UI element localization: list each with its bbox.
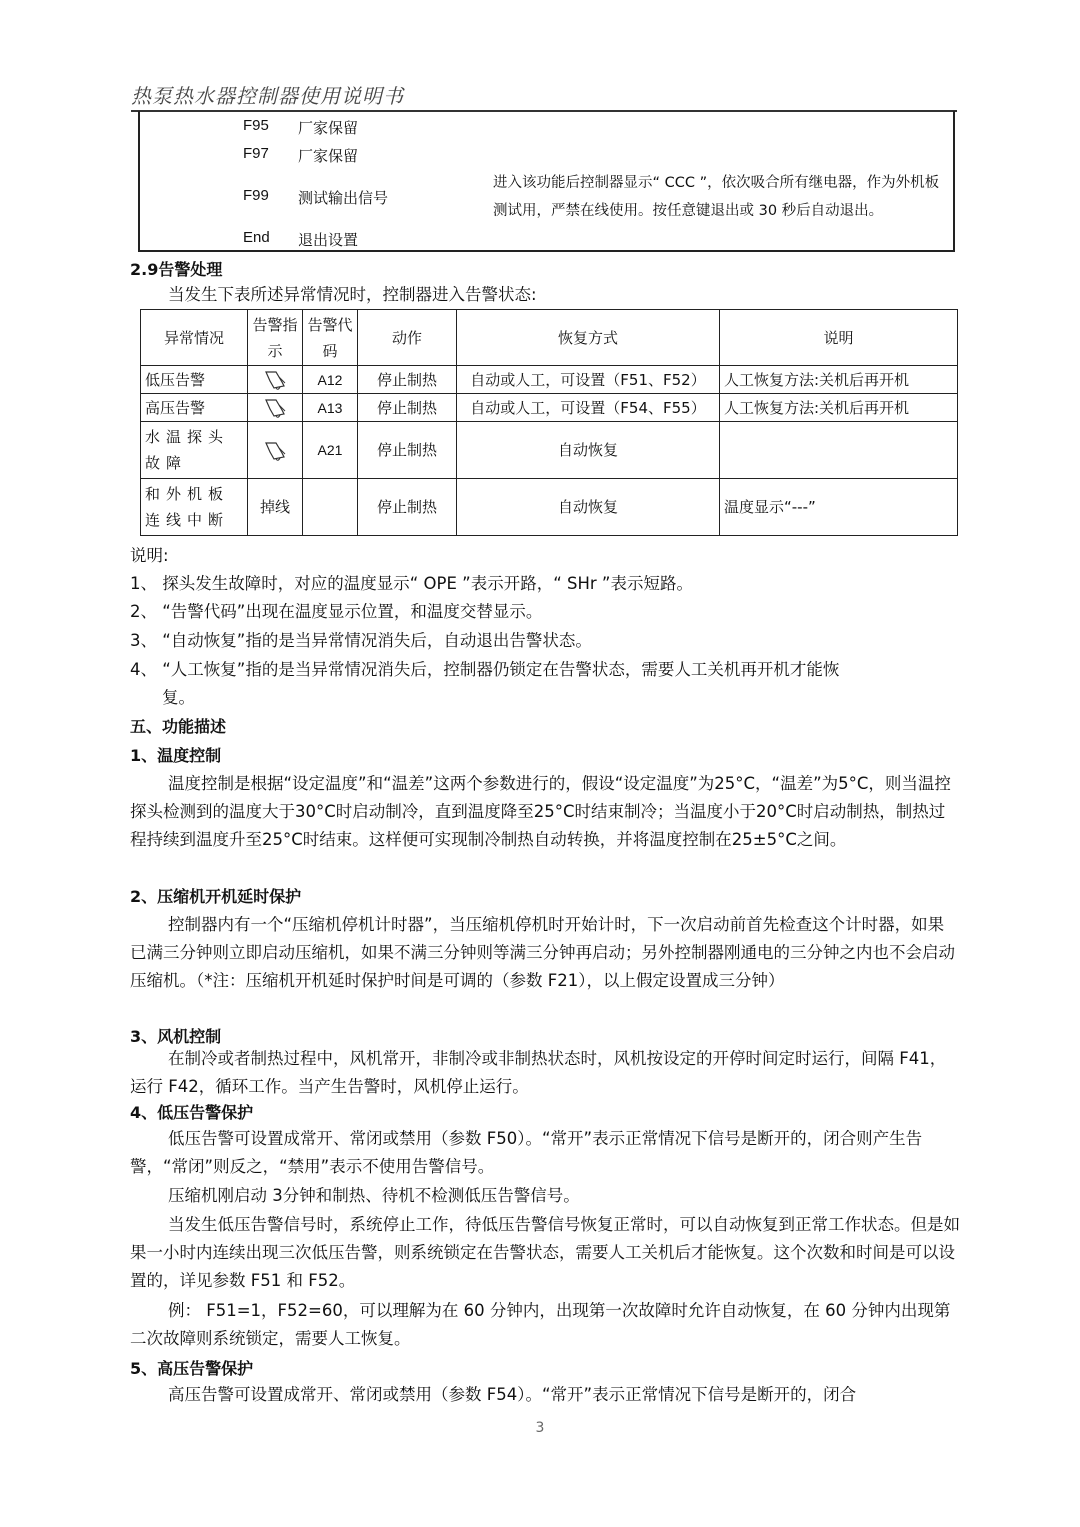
subsection-title: 2、压缩机开机延时保护: [130, 887, 302, 906]
bell-icon: [262, 397, 288, 419]
fcode-name: 测试输出信号: [298, 189, 389, 207]
table-row: [141, 479, 958, 536]
table-header: 告警指示: [248, 310, 303, 366]
table-row: [141, 366, 958, 394]
table-cell: [248, 366, 303, 394]
table-cell: 停止制热: [358, 366, 457, 394]
alarm-table: [140, 309, 958, 536]
subsection-title: 5、高压告警保护: [130, 1359, 254, 1378]
page-number: 3: [535, 1420, 545, 1436]
fcode-name: 厂家保留: [298, 119, 359, 137]
note-item: 1、 探头发生故障时，对应的温度显示“ OPE ”表示开路，“ SHr ”表示短路。: [130, 574, 693, 593]
section-title: 五、功能描述: [130, 717, 227, 736]
table-cell: 低压告警: [141, 366, 248, 394]
note-item: 复。: [162, 688, 195, 707]
table-cell: [248, 394, 303, 422]
fcode-box: [138, 111, 955, 252]
table-header: 动作: [358, 310, 457, 366]
alarm-intro: 当发生下表所述异常情况时，控制器进入告警状态:: [168, 285, 537, 304]
paragraph: 例： F51=1，F52=60，可以理解为在 60 分钟内，出现第一次故障时允许自动恢复，在 60 分钟内出现第二次故障则系统锁定，需要人工恢复。: [130, 1301, 951, 1348]
table-row: [141, 422, 958, 479]
table-header: 说明: [720, 310, 958, 366]
table-cell: 自动或人工，可设置（F51、F52）: [457, 366, 720, 394]
subsection-title: 3、风机控制: [130, 1027, 222, 1046]
paragraph: 控制器内有一个“压缩机停机计时器”，当压缩机停机时开始计时，下一次启动前首先检查这个计时器，如果已满三分钟则立即启动压缩机，如果不满三分钟则等满三分钟再启动；另外控制器刚通电的三分钟之内也不会启动压缩机。（*注：压缩机开机延时保护时间是可调的（参数 F21），以上假定设置成三分钟）: [130, 915, 955, 990]
bell-icon: [262, 369, 288, 391]
table-cell: 和外机板连线中断: [141, 479, 248, 536]
document-header-title: 热泵热水器控制器使用说明书: [131, 84, 404, 108]
table-row: [141, 394, 958, 422]
fcode-name: 厂家保留: [298, 147, 359, 165]
table-cell: A21: [303, 422, 358, 479]
table-cell: 停止制热: [358, 394, 457, 422]
table-cell: [248, 422, 303, 479]
table-cell: A13: [303, 394, 358, 422]
table-cell: A12: [303, 366, 358, 394]
subsection-title: 1、温度控制: [130, 746, 222, 765]
note-item: 4、 “人工恢复”指的是当异常情况消失后，控制器仍锁定在告警状态，需要人工关机再开机才能恢: [130, 660, 840, 679]
table-cell: 掉线: [248, 479, 303, 536]
table-cell: 温度显示“---”: [720, 479, 958, 536]
fcode-description: 进入该功能后控制器显示“ CCC ”，依次吸合所有继电器，作为外机板测试用，严禁在线使用。按任意键退出或 30 秒后自动退出。: [493, 175, 940, 219]
fcode-code: F95: [243, 117, 269, 134]
fcode-code: F99: [243, 187, 269, 204]
paragraph: 低压告警可设置成常开、常闭或禁用（参数 F50）。“常开”表示正常情况下信号是断开的，闭合则产生告警，“常闭”则反之，“禁用”表示不使用告警信号。: [130, 1129, 923, 1176]
table-cell: 停止制热: [358, 479, 457, 536]
bell-icon: [262, 440, 288, 462]
fcode-code: End: [243, 229, 270, 246]
paragraph: 温度控制是根据“设定温度”和“温差”这两个参数进行的，假设“设定温度”为25°C，“温差”为5°C，则当温控探头检测到的温度大于30°C时启动制冷，直到温度降至25°C时结束制冷；当温度小于20°C时启动制热，制热过程持续到温度升至25°C时结束。这样便可实现制冷制热自动转换，并将温度控制在25±5°C之间。: [130, 774, 951, 849]
note-item: 2、 “告警代码”出现在温度显示位置，和温度交替显示。: [130, 602, 543, 621]
table-cell: 自动恢复: [457, 422, 720, 479]
table-cell: 高压告警: [141, 394, 248, 422]
alarm-section-title: 2.9告警处理: [130, 260, 223, 279]
table-cell: 水温探头故障: [141, 422, 248, 479]
paragraph: 在制冷或者制热过程中，风机常开，非制冷或非制热状态时，风机按设定的开停时间定时运行，间隔 F41，运行 F42，循环工作。当产生告警时，风机停止运行。: [130, 1049, 947, 1096]
paragraph: 高压告警可设置成常开、常闭或禁用（参数 F54）。“常开”表示正常情况下信号是断开的，闭合: [168, 1385, 857, 1404]
table-cell: 人工恢复方法:关机后再开机: [720, 366, 958, 394]
table-header: 恢复方式: [457, 310, 720, 366]
note-item: 3、 “自动恢复”指的是当异常情况消失后，自动退出告警状态。: [130, 631, 592, 650]
table-cell: [720, 422, 958, 479]
notes-title: 说明:: [130, 546, 169, 565]
paragraph: 压缩机刚启动 3分钟和制热、待机不检测低压告警信号。: [168, 1186, 580, 1205]
table-cell: 自动或人工，可设置（F54、F55）: [457, 394, 720, 422]
table-cell: 自动恢复: [457, 479, 720, 536]
paragraph: 当发生低压告警信号时，系统停止工作，待低压告警信号恢复正常时，可以自动恢复到正常工作状态。但是如果一小时内连续出现三次低压告警，则系统锁定在告警状态，需要人工关机后才能恢复。这个次数和时间是可以设置的，详见参数 F51 和 F52。: [130, 1215, 960, 1290]
table-header: 告警代码: [303, 310, 358, 366]
subsection-title: 4、低压告警保护: [130, 1103, 254, 1122]
table-header: 异常情况: [141, 310, 248, 366]
fcode-name: 退出设置: [298, 231, 359, 249]
table-header-row: [141, 310, 958, 366]
fcode-code: F97: [243, 145, 269, 162]
table-cell: 停止制热: [358, 422, 457, 479]
table-cell: 人工恢复方法:关机后再开机: [720, 394, 958, 422]
table-cell: [303, 479, 358, 536]
